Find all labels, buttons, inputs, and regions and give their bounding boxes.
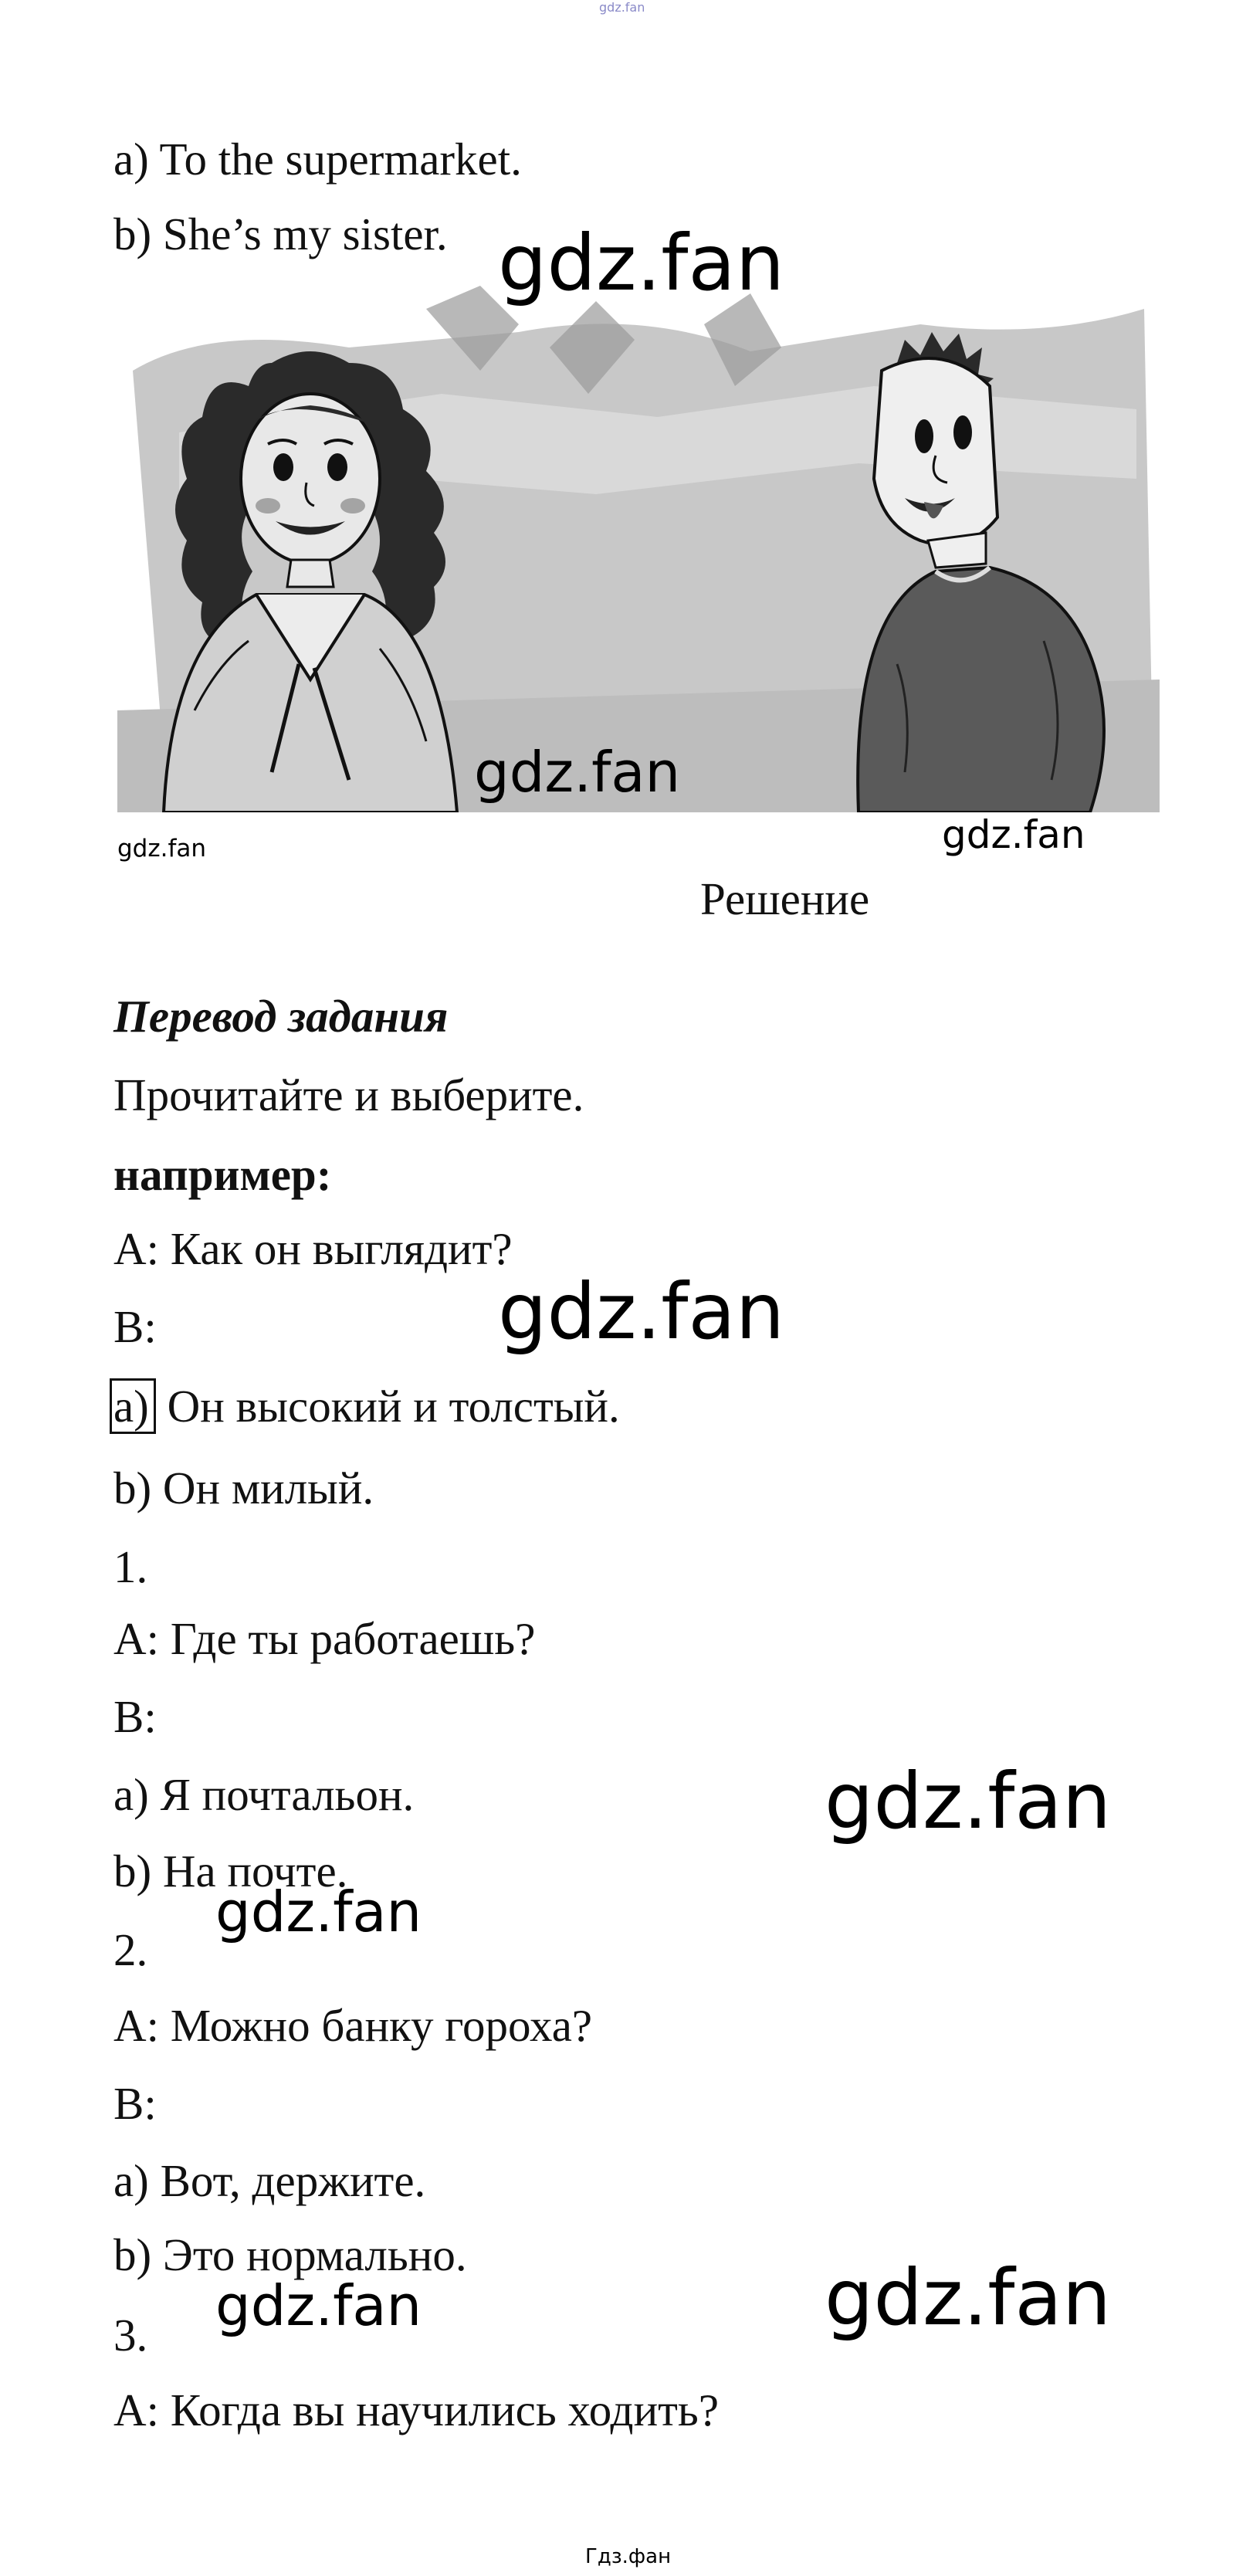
watermark: gdz.fan (498, 218, 785, 308)
illustration-girl-and-boy (117, 278, 1160, 812)
example-option-b: b) Он милый. (113, 1463, 374, 1513)
example-answer-prefix: B: (113, 1301, 157, 1352)
example-option-a (113, 1381, 620, 1432)
instruction-text: Прочитайте и выберите. (113, 1069, 584, 1120)
item-question: A: Когда вы научились ходить? (113, 2384, 720, 2435)
watermark: gdz.fan (117, 835, 207, 863)
example-question: A: Как он выглядит? (113, 1223, 513, 1274)
item-option-b: b) На почте. (113, 1846, 348, 1896)
item-question: A: Можно банку гороха? (113, 2000, 593, 2051)
item-option-a: a) Вот, держите. (113, 2155, 426, 2206)
top-watermark: gdz.fan (599, 0, 645, 15)
option-a-text: a) To the supermarket. (113, 134, 522, 185)
watermark: gdz.fan (215, 2273, 422, 2338)
item-question: A: Где ты работаешь? (113, 1613, 536, 1664)
watermark: gdz.fan (942, 812, 1085, 857)
watermark: gdz.fan (825, 1756, 1112, 1846)
solution-label: Решение (700, 873, 870, 924)
item-answer-prefix: B: (113, 2078, 157, 2129)
option-b-text: b) She’s my sister. (113, 208, 448, 259)
item-option-a: a) Я почтальон. (113, 1769, 415, 1820)
example-label: например: (113, 1149, 332, 1200)
example-option-a-text: Он высокий и толстый. (155, 1381, 620, 1432)
item-number: 2. (113, 1924, 148, 1975)
item-option-b: b) Это нормально. (113, 2229, 467, 2280)
item-number: 1. (113, 1541, 148, 1592)
girl-figure (164, 351, 457, 812)
watermark: gdz.fan (825, 2252, 1112, 2343)
watermark: gdz.fan (215, 1879, 422, 1944)
bottom-watermark: Гдз.фан (585, 2545, 672, 2568)
watermark: gdz.fan (498, 1266, 785, 1357)
item-answer-prefix: B: (113, 1691, 157, 1742)
selected-answer-box: a) (110, 1378, 156, 1434)
translation-heading: Перевод задания (113, 991, 449, 1042)
item-number: 3. (113, 2310, 148, 2361)
watermark: gdz.fan (474, 740, 681, 805)
